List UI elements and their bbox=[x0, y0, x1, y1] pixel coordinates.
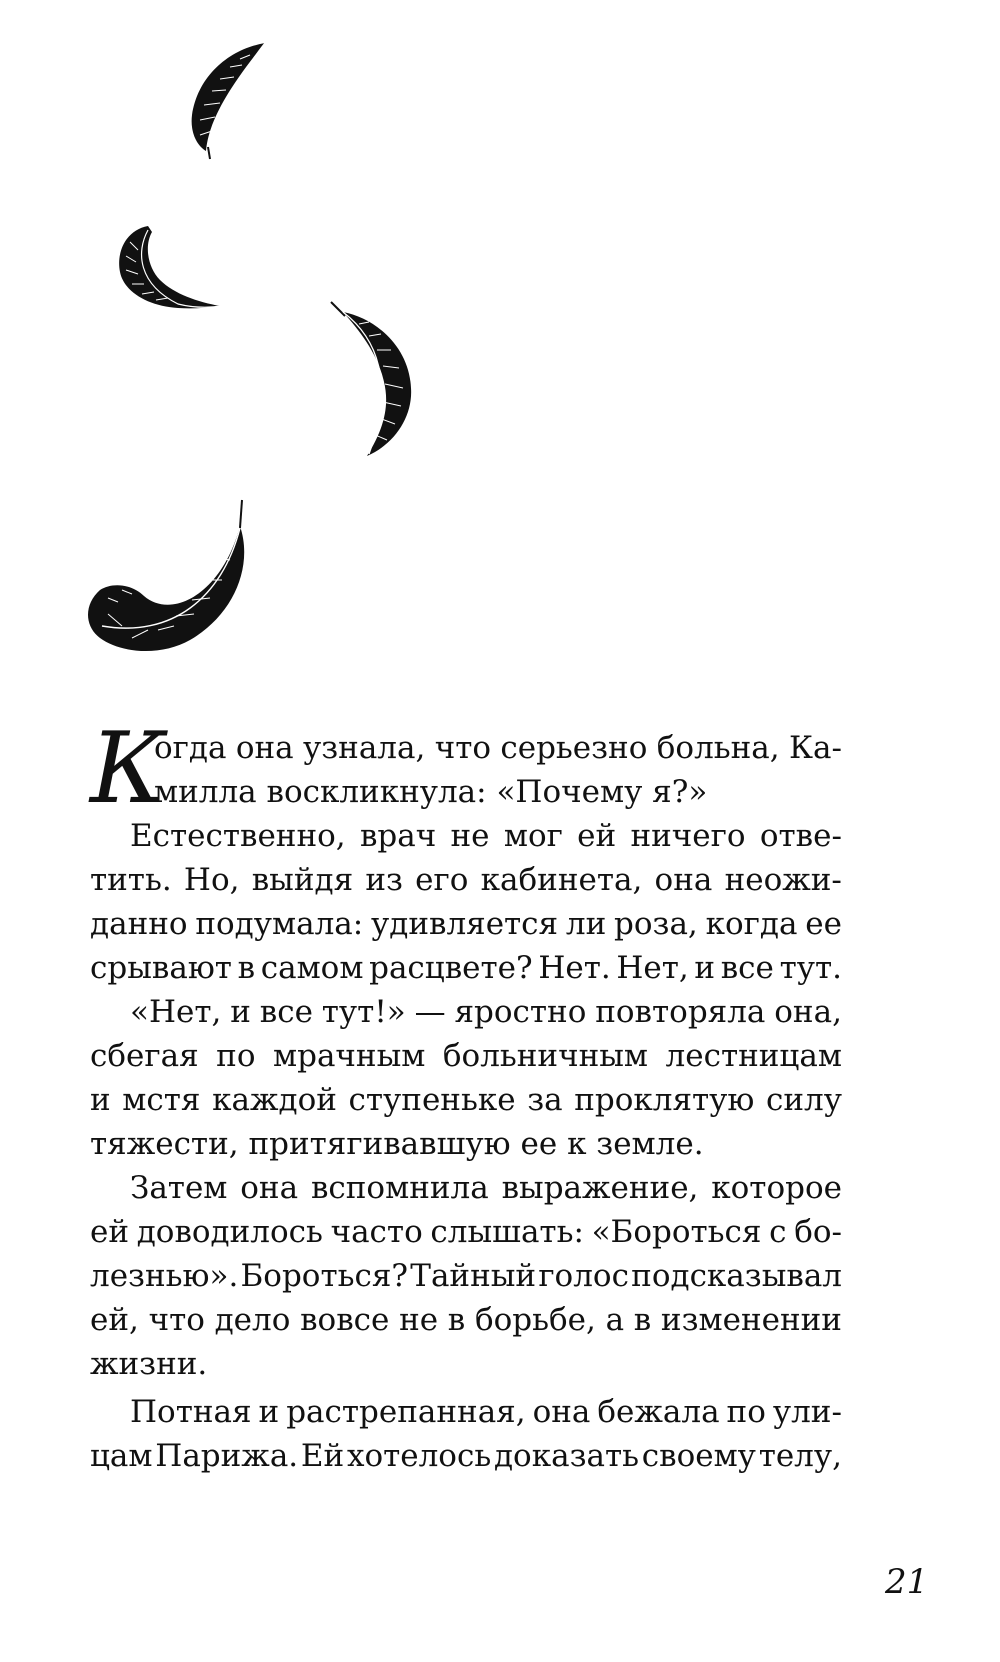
word: цам bbox=[90, 1438, 153, 1474]
line-text bbox=[154, 726, 842, 770]
word: Ей bbox=[300, 1438, 345, 1474]
line-text bbox=[90, 946, 842, 990]
word: растрепанная, bbox=[286, 1394, 526, 1430]
word: выйдя bbox=[251, 862, 354, 898]
word: мрачным bbox=[272, 1038, 426, 1074]
word: ее bbox=[805, 906, 842, 942]
word: и bbox=[258, 1394, 280, 1430]
text-line bbox=[90, 1342, 842, 1386]
word: и bbox=[694, 950, 716, 986]
word: Потная bbox=[130, 1394, 252, 1430]
word: своему bbox=[641, 1438, 756, 1474]
word: неожи- bbox=[724, 862, 842, 898]
word: срывают bbox=[90, 950, 232, 986]
line-text bbox=[90, 1078, 842, 1122]
word: доводилось bbox=[136, 1214, 323, 1250]
word: каждой bbox=[212, 1082, 337, 1118]
text-line bbox=[90, 1434, 842, 1478]
word: голос bbox=[538, 1258, 629, 1294]
word: борьбе, bbox=[474, 1302, 596, 1338]
word: ей bbox=[90, 1214, 130, 1250]
word: отве- bbox=[759, 818, 842, 854]
line-text bbox=[90, 1254, 842, 1298]
word: ничего bbox=[630, 818, 746, 854]
word: тут!» bbox=[321, 994, 406, 1030]
word: она bbox=[240, 1170, 299, 1206]
word: мстя bbox=[122, 1082, 201, 1118]
word: силу bbox=[766, 1082, 842, 1118]
word: яростно bbox=[454, 994, 587, 1030]
word: ули- bbox=[772, 1394, 842, 1430]
word: она bbox=[235, 730, 294, 766]
word: узнала, bbox=[303, 730, 426, 766]
word: все bbox=[259, 994, 313, 1030]
word: которое bbox=[711, 1170, 842, 1206]
falling-feathers-illustration bbox=[0, 0, 1000, 720]
feather-icon bbox=[82, 498, 260, 660]
line-text bbox=[90, 858, 842, 902]
word: Ка- bbox=[789, 730, 842, 766]
text-line bbox=[90, 1298, 842, 1342]
word: Нет. bbox=[538, 950, 611, 986]
text-line bbox=[90, 726, 842, 770]
text-line bbox=[90, 1034, 842, 1078]
word: мог bbox=[503, 818, 563, 854]
word: расцвете? bbox=[369, 950, 533, 986]
line-text bbox=[90, 902, 842, 946]
line-text bbox=[90, 1034, 842, 1078]
word: не bbox=[450, 818, 490, 854]
text-line bbox=[90, 814, 842, 858]
word: бежала bbox=[597, 1394, 720, 1430]
line-text bbox=[90, 1434, 842, 1478]
word: выражение, bbox=[501, 1170, 699, 1206]
word: врач bbox=[359, 818, 437, 854]
text-line bbox=[90, 1122, 842, 1166]
text-line bbox=[90, 1254, 842, 1298]
word: Нет, bbox=[616, 950, 689, 986]
word: проклятую bbox=[574, 1082, 755, 1118]
word: ей bbox=[577, 818, 617, 854]
word: Естественно, bbox=[130, 818, 346, 854]
word: что bbox=[434, 730, 492, 766]
line-text bbox=[90, 1298, 842, 1342]
line-text bbox=[130, 990, 842, 1034]
line-text bbox=[130, 814, 842, 858]
line-text bbox=[90, 1210, 842, 1254]
word: в bbox=[633, 1302, 652, 1338]
word: доказать bbox=[493, 1438, 639, 1474]
line-text: жизни. bbox=[90, 1346, 208, 1382]
text-line bbox=[90, 770, 842, 814]
word: данно bbox=[90, 906, 188, 942]
text-line bbox=[90, 902, 842, 946]
word: и bbox=[230, 994, 251, 1030]
word: — bbox=[414, 994, 446, 1030]
text-line bbox=[90, 1078, 842, 1122]
word: телу, bbox=[758, 1438, 842, 1474]
line-text bbox=[130, 1390, 842, 1434]
word: слышать: bbox=[430, 1214, 584, 1250]
text-line bbox=[90, 990, 842, 1034]
text-line bbox=[90, 858, 842, 902]
word: с bbox=[769, 1214, 787, 1250]
word: Тайный bbox=[410, 1258, 537, 1294]
word: серьезно bbox=[500, 730, 648, 766]
word: сбегая bbox=[90, 1038, 199, 1074]
word: дело bbox=[214, 1302, 291, 1338]
word: а bbox=[605, 1302, 625, 1338]
word: в bbox=[237, 950, 256, 986]
line-text bbox=[130, 1166, 842, 1210]
word: Но, bbox=[183, 862, 240, 898]
word: его bbox=[415, 862, 469, 898]
body-text bbox=[90, 712, 842, 1478]
word: подсказывал bbox=[631, 1258, 842, 1294]
feather-icon bbox=[170, 35, 280, 160]
word: она bbox=[654, 862, 713, 898]
word: что bbox=[148, 1302, 205, 1338]
word: она, bbox=[774, 994, 842, 1030]
word: повторяла bbox=[595, 994, 766, 1030]
word: ли bbox=[565, 906, 607, 942]
word: «Бороться bbox=[591, 1214, 762, 1250]
page-number: 21 bbox=[885, 1562, 929, 1602]
text-line bbox=[90, 1390, 842, 1434]
word: самом bbox=[260, 950, 364, 986]
word: больна, bbox=[656, 730, 780, 766]
word: кабинета, bbox=[480, 862, 643, 898]
feather-icon bbox=[108, 222, 228, 322]
text-line bbox=[90, 1210, 842, 1254]
word: лестницам bbox=[665, 1038, 842, 1074]
word: больничным bbox=[442, 1038, 649, 1074]
word: подумала: bbox=[195, 906, 364, 942]
word: Затем bbox=[130, 1170, 228, 1206]
word: за bbox=[527, 1082, 563, 1118]
word: часто bbox=[330, 1214, 423, 1250]
word: бо- bbox=[794, 1214, 842, 1250]
word: вовсе bbox=[300, 1302, 390, 1338]
word: ступеньке bbox=[348, 1082, 516, 1118]
word: «Нет, bbox=[130, 994, 222, 1030]
word: вспомнила bbox=[310, 1170, 489, 1206]
line-text: милла воскликнула: «Почему я?» bbox=[154, 774, 708, 810]
word: тить. bbox=[90, 862, 172, 898]
word: не bbox=[399, 1302, 439, 1338]
word: ей, bbox=[90, 1302, 139, 1338]
word: хотелось bbox=[346, 1438, 492, 1474]
word: лезнью». bbox=[90, 1258, 239, 1294]
word: все bbox=[720, 950, 774, 986]
text-line bbox=[90, 946, 842, 990]
line-text: тяжести, притягивавшую ее к земле. bbox=[90, 1126, 704, 1162]
word: Парижа. bbox=[155, 1438, 299, 1474]
drop-cap-letter: К bbox=[90, 712, 166, 826]
word: она bbox=[532, 1394, 591, 1430]
word: изменении bbox=[660, 1302, 842, 1338]
word: по bbox=[216, 1038, 256, 1074]
word: удивляется bbox=[371, 906, 559, 942]
word: Бороться? bbox=[240, 1258, 409, 1294]
text-line bbox=[90, 1166, 842, 1210]
word: по bbox=[726, 1394, 766, 1430]
word: тут. bbox=[779, 950, 842, 986]
word: из bbox=[365, 862, 403, 898]
word: и bbox=[90, 1082, 111, 1118]
feather-icon bbox=[325, 298, 420, 460]
word: роза, bbox=[614, 906, 698, 942]
word: когда bbox=[705, 906, 798, 942]
word: огда bbox=[154, 730, 227, 766]
word: в bbox=[447, 1302, 466, 1338]
